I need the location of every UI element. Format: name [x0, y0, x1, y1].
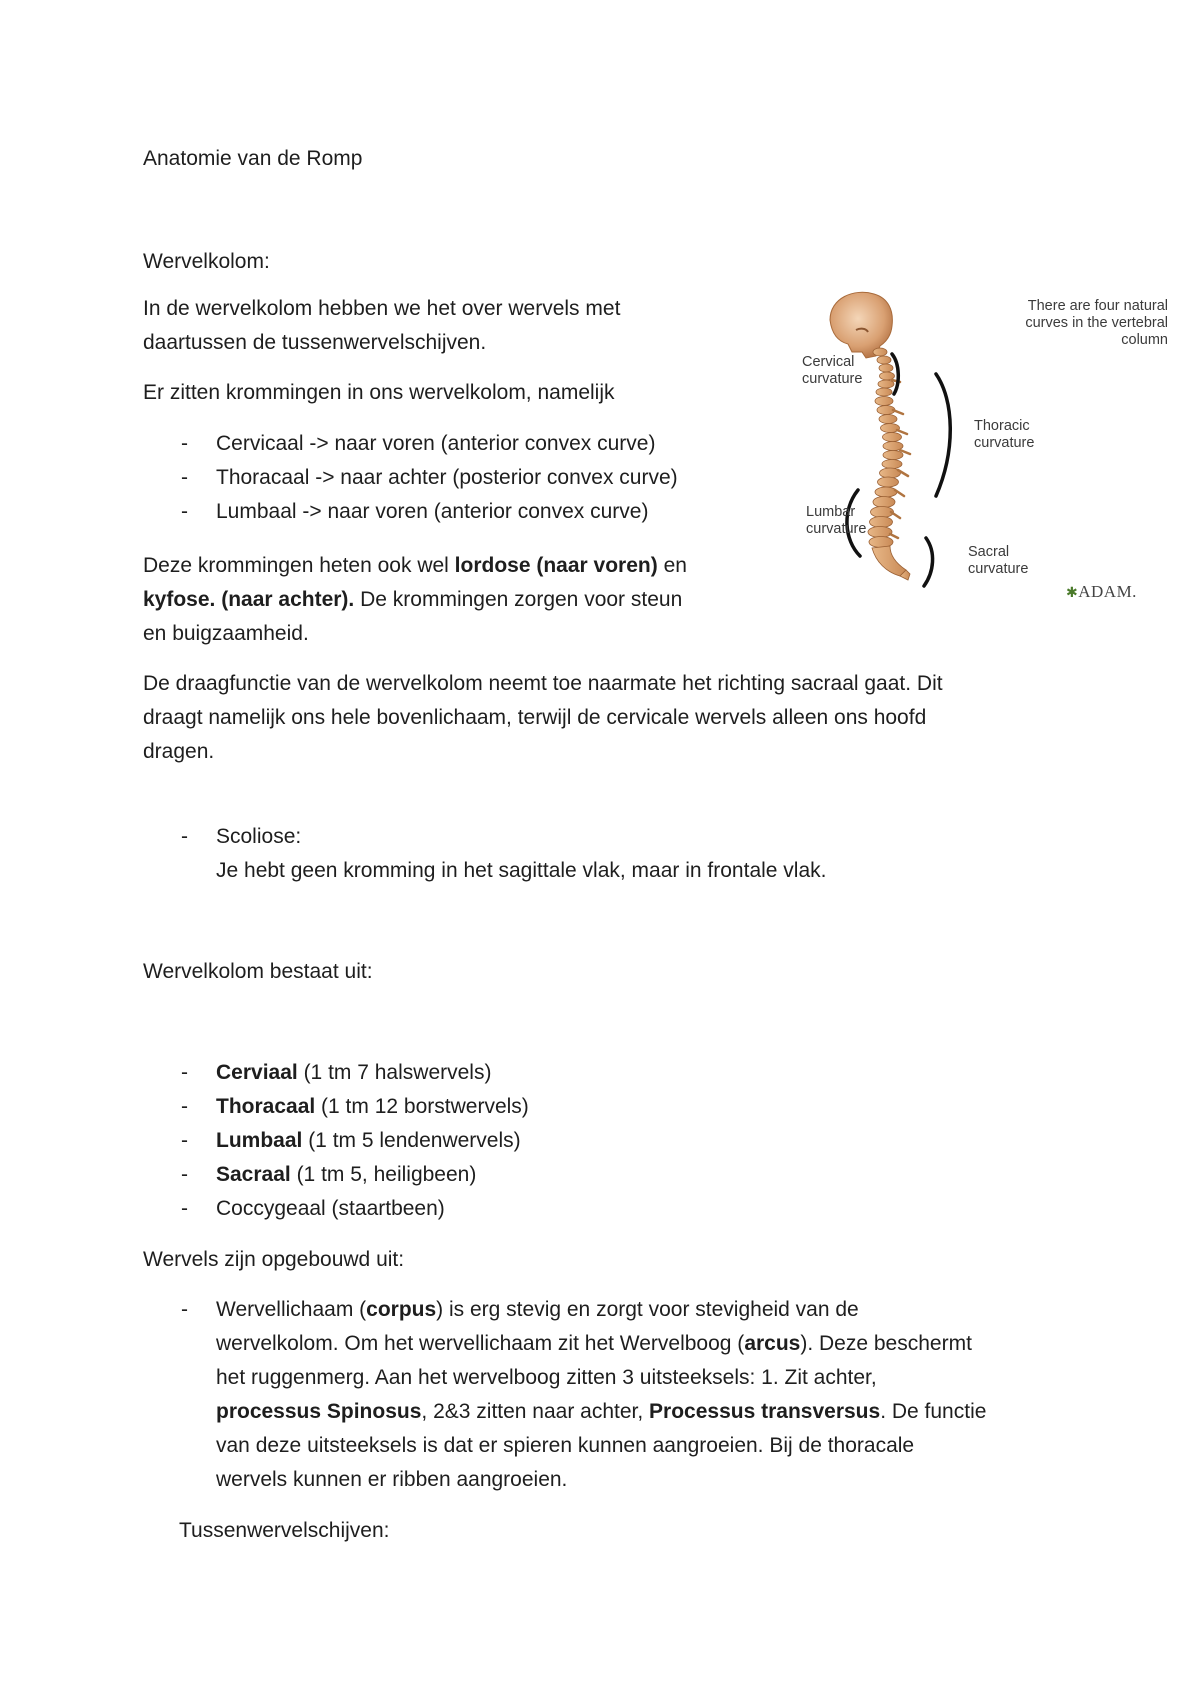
intro-line-2: daartussen de tussenwervelschijven.: [143, 331, 487, 354]
list-item-sacraal: Sacraal (1 tm 5, heiligbeen): [216, 1163, 477, 1186]
adam-logo-icon: ✱: [1066, 586, 1079, 601]
wervel-line-3: het ruggenmerg. Aan het wervelboog zitten 3 uitsteeksels: 1. Zit achter,: [216, 1366, 877, 1389]
section-heading-wervelkolom: Wervelkolom:: [143, 250, 270, 273]
figure-caption: There are four natural curves in the vertebral column: [1025, 298, 1168, 348]
list-bullet: -: [181, 1298, 188, 1321]
wervel-line-6: wervels kunnen er ribben aangroeien.: [216, 1468, 568, 1491]
lumbar-label: Lumbar curvature: [806, 504, 867, 537]
intro-line-1: In de wervelkolom hebben we het over wervels met: [143, 297, 621, 320]
section-heading-tussenwervelschijven: Tussenwervelschijven:: [179, 1519, 390, 1542]
list-bullet: -: [181, 432, 188, 455]
list-bullet: -: [181, 1163, 188, 1186]
list-item-lumbaal-part: Lumbaal (1 tm 5 lendenwervels): [216, 1129, 521, 1152]
section-heading-opgebouwd: Wervels zijn opgebouwd uit:: [143, 1248, 405, 1271]
list-item-cervicaal: Cervicaal -> naar voren (anterior convex curve): [216, 432, 656, 455]
wervel-line-1: Wervellichaam (corpus) is erg stevig en zorgt voor stevigheid van de: [216, 1298, 859, 1321]
kyfose-term: kyfose. (naar achter).: [143, 588, 355, 611]
list-bullet: -: [181, 825, 188, 848]
draagfunctie-line-1: De draagfunctie van de wervelkolom neemt toe naarmate het richting sacraal gaat. Dit: [143, 672, 943, 695]
list-item-lumbaal: Lumbaal -> naar voren (anterior convex curve): [216, 500, 649, 523]
wervel-line-5: van deze uitsteeksels is dat er spieren kunnen aangroeien. Bij de thoracale: [216, 1434, 915, 1457]
section-heading-bestaat-uit: Wervelkolom bestaat uit:: [143, 960, 373, 983]
scoliose-text: Je hebt geen kromming in het sagittale vlak, maar in frontale vlak.: [216, 859, 827, 882]
list-bullet: -: [181, 1061, 188, 1084]
vertebral-column: [868, 348, 910, 580]
list-bullet: -: [181, 1197, 188, 1220]
wervel-line-2: wervelkolom. Om het wervellichaam zit het Wervelboog (arcus). Deze beschermt: [216, 1332, 972, 1355]
list-bullet: -: [181, 466, 188, 489]
sacral-label: Sacral curvature: [968, 544, 1029, 577]
lordose-term: lordose (naar voren): [454, 554, 658, 577]
adam-logo: ✱ADAM.: [1066, 582, 1137, 601]
list-bullet: -: [181, 1095, 188, 1118]
draagfunctie-line-3: dragen.: [143, 740, 215, 763]
list-item-thoracaal-part: Thoracaal (1 tm 12 borstwervels): [216, 1095, 529, 1118]
cervical-label: Cervical curvature: [802, 354, 863, 387]
curves-intro: Er zitten krommingen in ons wervelkolom, namelijk: [143, 381, 615, 404]
lordose-line: Deze krommingen heten ook wel lordose (naar voren) en: [143, 554, 687, 577]
list-item-coccygeaal: Coccygeaal (staartbeen): [216, 1197, 445, 1220]
list-item-thoracaal: Thoracaal -> naar achter (posterior convex curve): [216, 466, 678, 489]
scoliose-label: Scoliose:: [216, 825, 302, 848]
page-title: Anatomie van de Romp: [143, 147, 363, 170]
kyfose-line: kyfose. (naar achter). De krommingen zorgen voor steun: [143, 588, 683, 611]
list-bullet: -: [181, 1129, 188, 1152]
wervel-line-4: processus Spinosus, 2&3 zitten naar achter, Processus transversus. De functie: [216, 1400, 987, 1423]
list-bullet: -: [181, 500, 188, 523]
thoracic-label: Thoracic curvature: [974, 418, 1035, 451]
list-item-cerviaal: Cerviaal (1 tm 7 halswervels): [216, 1061, 492, 1084]
draagfunctie-line-2: draagt namelijk ons hele bovenlichaam, terwijl de cervicale wervels alleen ons hoofd: [143, 706, 927, 729]
spine-figure: [796, 290, 1168, 620]
buigzaamheid-line: en buigzaamheid.: [143, 622, 309, 645]
